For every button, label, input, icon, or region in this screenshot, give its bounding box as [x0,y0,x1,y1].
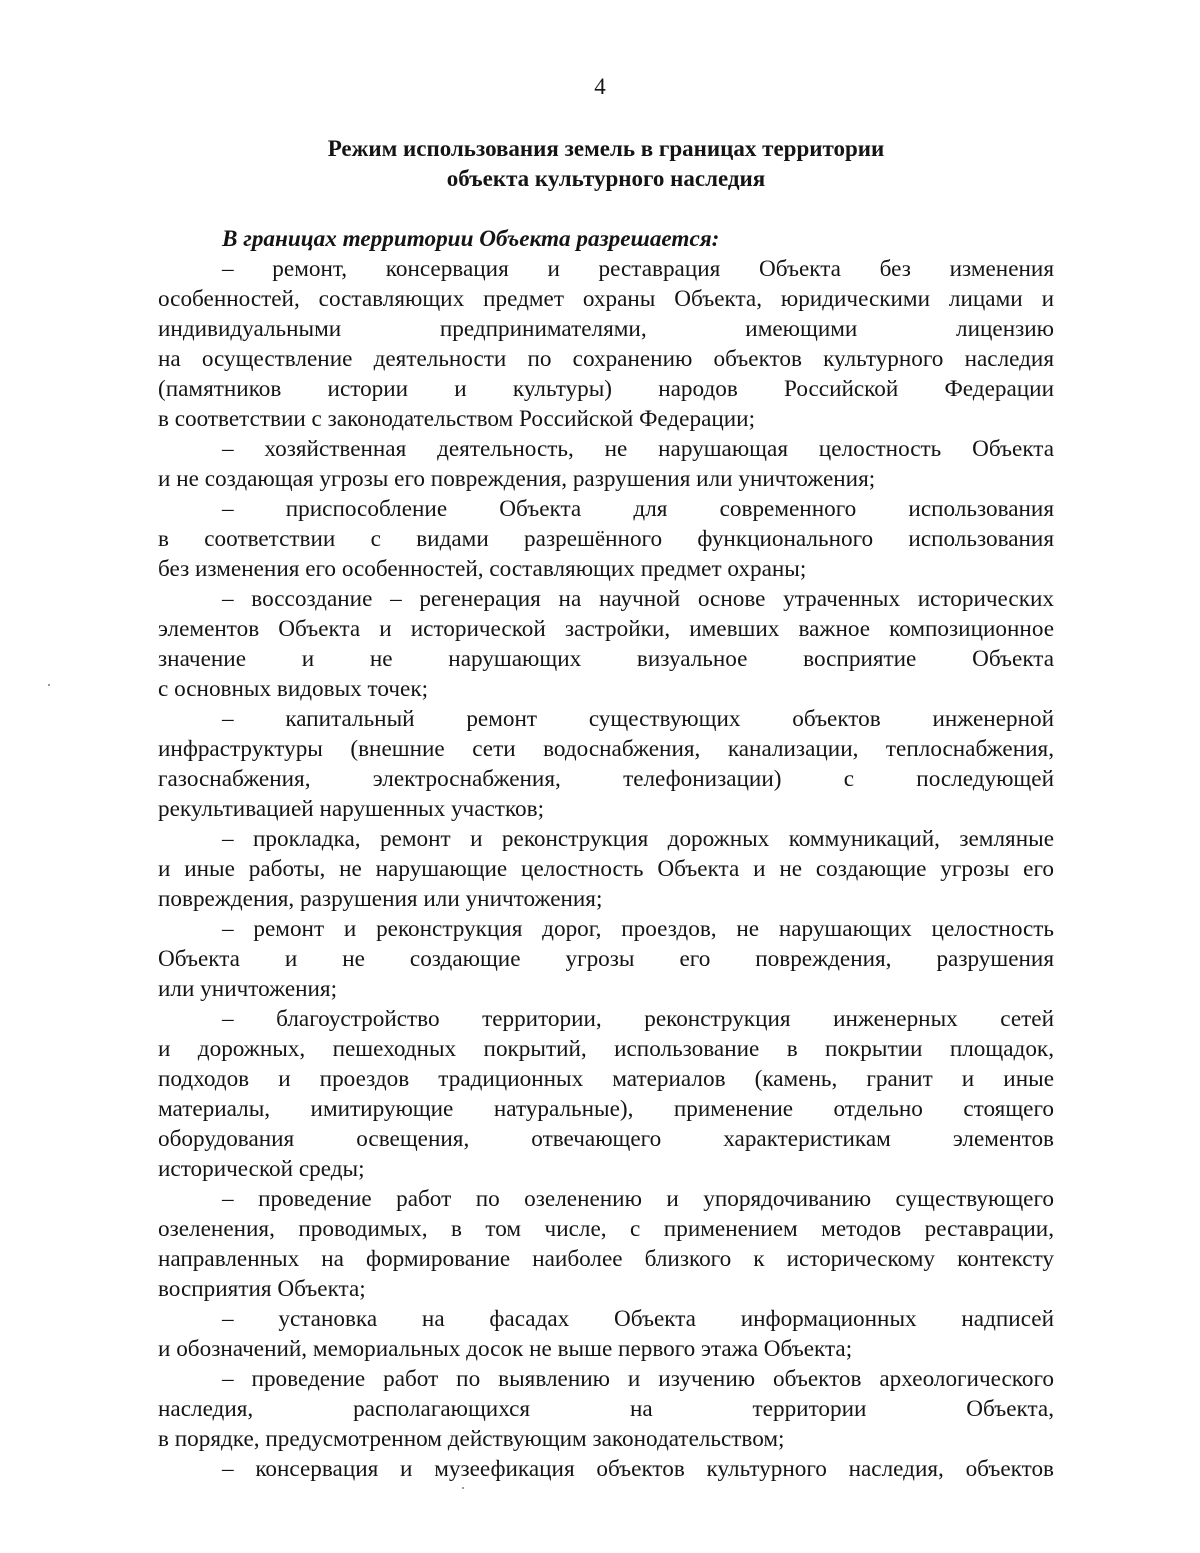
list-item-first-line: – проведение работ по выявлению и изучению объектов археологического [222,1366,1054,1392]
list-item-line: (памятников истории и культуры) народов Российской Федерации [158,376,1054,402]
list-item-line: направленных на формирование наиболее близкого к историческому контексту [158,1246,1054,1272]
list-item-first-line: – прокладка, ремонт и реконструкция дорожных коммуникаций, земляные [222,826,1054,852]
list-item-line: газоснабжения, электроснабжения, телефонизации) с последующей [158,766,1054,792]
list-item-line: повреждения, разрушения или уничтожения; [158,886,603,912]
list-item-line: элементов Объекта и исторической застройки, имевших важное композиционное [158,616,1054,642]
list-item-line: рекультивацией нарушенных участков; [158,796,545,822]
list-item-line: оборудования освещения, отвечающего характеристикам элементов [158,1126,1054,1152]
list-item-line: значение и не нарушающих визуальное восприятие Объекта [158,646,1054,672]
page-number: 4 [594,74,606,99]
list-item-line: в соответствии с законодательством Российской Федерации; [158,406,756,432]
document-title [158,134,1054,194]
list-item-first-line: – ремонт и реконструкция дорог, проездов, не нарушающих целостность [222,916,1054,942]
scan-artifact-dot [462,1487,464,1489]
list-item-first-line: – консервация и музеефикация объектов культурного наследия, объектов [222,1456,1054,1482]
list-item-line: на осуществление деятельности по сохранению объектов культурного наследия [158,346,1054,372]
list-item-first-line: – благоустройство территории, реконструкция инженерных сетей [222,1006,1054,1032]
list-item-line: в соответствии с видами разрешённого функционального использования [158,526,1054,552]
list-item-first-line: – капитальный ремонт существующих объектов инженерной [222,706,1054,732]
list-item-line: индивидуальными предпринимателями, имеющими лицензию [158,316,1054,342]
scan-artifact-dot [48,684,50,686]
document-body [158,224,1054,1484]
list-item-line: и обозначений, мемориальных досок не выше первого этажа Объекта; [158,1336,853,1362]
list-item-line: исторической среды; [158,1156,365,1182]
list-item-line: Объекта и не создающие угрозы его повреждения, разрушения [158,946,1054,972]
title-line-2: объекта культурного наследия [446,166,766,191]
list-item-first-line: – приспособление Объекта для современного использования [222,496,1054,522]
title-line-1: Режим использования земель в границах территории [327,136,885,161]
list-item-line: материалы, имитирующие натуральные), применение отдельно стоящего [158,1096,1054,1122]
list-item-line: в порядке, предусмотренном действующим законодательством; [158,1426,785,1452]
list-item-first-line: – установка на фасадах Объекта информационных надписей [222,1306,1054,1332]
list-item-line: восприятия Объекта; [158,1276,366,1302]
list-item-line: озеленения, проводимых, в том числе, с применением методов реставрации, [158,1216,1054,1242]
list-item-line: и иные работы, не нарушающие целостность Объекта и не создающие угрозы его [158,856,1054,882]
list-item-line: с основных видовых точек; [158,676,429,702]
list-item-line: и дорожных, пешеходных покрытий, использование в покрытии площадок, [158,1036,1054,1062]
list-item-line: особенностей, составляющих предмет охраны Объекта, юридическими лицами и [158,286,1054,312]
list-item-first-line: – хозяйственная деятельность, не нарушающая целостность Объекта [222,436,1054,462]
list-item-first-line: – ремонт, консервация и реставрация Объекта без изменения [222,256,1054,282]
list-item-line: без изменения его особенностей, составляющих предмет охраны; [158,556,807,582]
list-item-line: и не создающая угрозы его повреждения, разрушения или уничтожения; [158,466,876,492]
section-heading: В границах территории Объекта разрешается: [222,226,720,252]
list-item-line: или уничтожения; [158,976,338,1002]
list-item-first-line: – воссоздание – регенерация на научной основе утраченных исторических [222,586,1054,612]
list-item-line: инфраструктуры (внешние сети водоснабжения, канализации, теплоснабжения, [158,736,1054,762]
list-item-line: подходов и проездов традиционных материалов (камень, гранит и иные [158,1066,1054,1092]
list-item-first-line: – проведение работ по озеленению и упорядочиванию существующего [222,1186,1054,1212]
list-item-line: наследия, располагающихся на территории Объекта, [158,1396,1054,1422]
